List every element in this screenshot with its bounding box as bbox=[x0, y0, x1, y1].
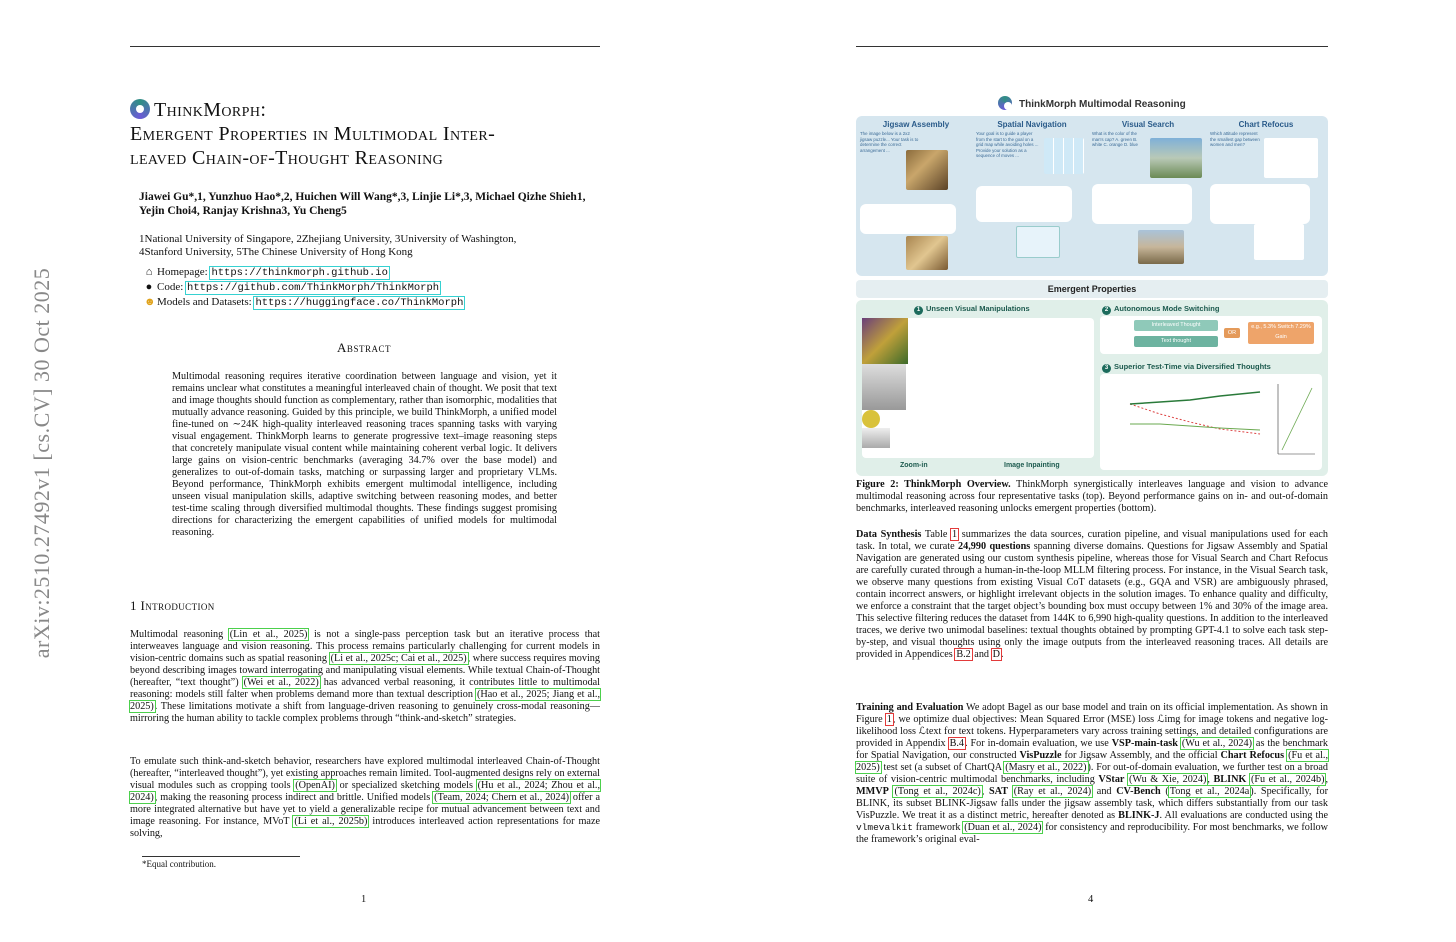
models-label: Models and Datasets: bbox=[157, 296, 252, 308]
figure-title bbox=[856, 96, 1328, 114]
grid-path-image bbox=[1016, 226, 1060, 258]
abstract-text: Multimodal reasoning requires iterative coordination between language and vision, yet it remains unclear what constitutes a meaningful interleaved chain of thought. We posit that text and image thoughts should function as complementary, rather than isomorphic, modalities that mutually advance reasoning. Guided by this principle, we build ThinkMorph, a unified model fine-tuned on ∼24K high-quality interleaved reasoning traces spanning tasks with varying visual engagement. ThinkMorph learns to generate progressive text–image reasoning steps that concretely manipulate visual content while maintaining coherent verbal logic. It delivers large gains on vision-centric benchmarks (averaging 34.7% over the base model) and generalizes to out-of-domain tasks, matching or surpassing larger and proprietary VLMs. Beyond performance, ThinkMorph exhibits emergent multimodal intelligence, including unseen visual manipulation skills, adaptive switching between reasoning modes, and better test-time scaling through diversified multimodal thoughts. These findings suggest promising directions for characterizing the emergent capabilities of unified models for multimodal reasoning. bbox=[172, 371, 557, 538]
top-rule bbox=[130, 46, 600, 47]
text-run: , bbox=[1325, 774, 1329, 785]
sub-heading-text: Unseen Visual Manipulations bbox=[926, 304, 1030, 313]
citation-link[interactable]: (Team, 2024; Chern et al., 2024) bbox=[434, 792, 569, 803]
data-synthesis-paragraph bbox=[856, 529, 1328, 661]
text-run: Table bbox=[921, 529, 952, 540]
citation-link[interactable]: (Li et al., 2025b) bbox=[294, 816, 368, 827]
citation-link[interactable]: (Wei et al., 2022) bbox=[243, 677, 319, 688]
figure-title-text: ThinkMorph Multimodal Reasoning bbox=[1019, 99, 1186, 110]
text-run: and bbox=[1092, 786, 1117, 797]
text-run: We adopt Bagel as our base model and train on its official implementation. As shown in Figure bbox=[856, 702, 1328, 725]
text-run: . All evaluations are conducted using the bbox=[1159, 810, 1328, 821]
title-line-1: ThinkMorph: bbox=[154, 99, 267, 121]
text-run: , bbox=[1207, 774, 1214, 785]
caption-label: Figure 2: ThinkMorph Overview. bbox=[856, 479, 1011, 490]
thinkmorph-logo-icon bbox=[130, 99, 150, 119]
zoomed-photo-image bbox=[1138, 230, 1184, 264]
bold-run: Chart Refocus bbox=[1220, 750, 1285, 761]
text-run: . These limitations motivate a shift from language-driven reasoning to genuinely cross-modal reasoning—mirroring the human ability to tackle complex problems through “think-and-sketch” strategies. bbox=[130, 701, 600, 724]
text-run: spanning diverse domains. Questions for Jigsaw Assembly and Spatial Navigation are generated using our custom synthesis pipeline, whereas those for Visual Search and Chart Refocus are carefully curated through a human-in-the-loop MLLM filtering process. For instance, in the Visual Search task, we observe many questions from existing Visual CoT datasets (e.g., GQA and VSR) are ambiguously phrased, contain incorrect answers, or highlight irrelevant objects in the solution images. To enhance quality and difficulty, we enforce a constraint that the target object’s bounding box must occupy between 1% and 30% of the image area. This selective filtering reduces the dataset from 144K to 6,990 high-quality questions. In addition to the interleaved traces, we derive two unimodal baselines: textual thoughts obtained by prompting GPT-4.1 to solve each task step-by-step, and visual thoughts using only the image outputs from the interleaved reasoning traces. All details are provided in Appendices bbox=[856, 541, 1329, 660]
huggingface-icon: ☻ bbox=[144, 296, 156, 308]
jigsaw-image bbox=[906, 150, 948, 190]
code-label: Code: bbox=[157, 281, 184, 293]
text-run: Multimodal reasoning bbox=[130, 629, 229, 640]
panel-heading: Chart Refocus bbox=[1238, 120, 1294, 129]
paragraph-heading: Training and Evaluation bbox=[856, 702, 964, 713]
affiliations bbox=[139, 233, 599, 259]
text-run: introduces interleaved action representations for maze solving, bbox=[130, 816, 600, 839]
top-rule-page-4 bbox=[856, 46, 1328, 47]
thinkmorph-logo-icon bbox=[998, 96, 1012, 110]
citation-link[interactable]: (Wu et al., 2024) bbox=[1181, 738, 1252, 749]
citation-link[interactable]: (OpenAI) bbox=[295, 780, 335, 791]
bold-run: VStar bbox=[1098, 774, 1125, 785]
bold-run: VisPuzzle bbox=[1019, 750, 1062, 761]
reasoning-bubble bbox=[860, 204, 956, 234]
street-photo-image bbox=[1150, 138, 1202, 178]
homepage-label: Homepage: bbox=[157, 266, 208, 278]
citation-link[interactable]: (Hao et al., 2025; Jiang et al., 2025) bbox=[130, 689, 600, 712]
bold-run: VSP-main-task bbox=[1111, 738, 1178, 749]
emergent-properties-heading: Emergent Properties bbox=[856, 280, 1328, 298]
citation-link[interactable]: (Fu et al., 2024b) bbox=[1250, 774, 1325, 785]
text-run: . For in-domain evaluation, we use bbox=[965, 738, 1112, 749]
sub-heading-3: 3 Superior Test-Time via Diversified Thoughts bbox=[1102, 362, 1271, 373]
author-list bbox=[139, 190, 599, 218]
text-run: ). For out-of-domain evaluation, we further test on a broad suite of vision-centric multimodal benchmarks, including bbox=[856, 762, 1328, 785]
panel-jigsaw bbox=[860, 120, 972, 272]
citation-link[interactable]: Tong et al., 2024a bbox=[1169, 786, 1250, 797]
masked-image bbox=[862, 364, 906, 410]
panel-heading: Visual Search bbox=[1121, 120, 1175, 129]
text-run: To emulate such think-and-sketch behavior, researchers have explored multimodal interleaved Chain-of-Thought (hereafter, “interleaved thought”), yet existing approaches remain limited. Tool-augmented designs rely on external visual modules such as cropping tools bbox=[130, 756, 600, 791]
scaling-chart-icon bbox=[1100, 374, 1322, 470]
sub-heading-2: 2 Autonomous Mode Switching bbox=[1102, 304, 1219, 315]
abstract-heading: Abstract bbox=[337, 340, 391, 355]
figure-ref-link[interactable]: 1 bbox=[886, 714, 892, 725]
test-time-box bbox=[1100, 374, 1322, 470]
emergent-panels bbox=[856, 300, 1328, 476]
page-number-4: 4 bbox=[1088, 894, 1094, 905]
panel-chart-refocus bbox=[1210, 120, 1322, 272]
text-run: for consistency and reproducibility. For most benchmarks, we follow the framework’s original eval- bbox=[856, 822, 1328, 845]
appendix-ref-link[interactable]: D bbox=[992, 649, 1000, 660]
text-run: or specialized sketching models bbox=[335, 780, 477, 791]
text-run: test set (a subset of ChartQA bbox=[880, 762, 1005, 773]
footnote: *Equal contribution. bbox=[142, 859, 216, 869]
authors-line-1: Jiawei Gu*,1, Yunzhuo Hao*,2, Huichen Will Wang*,3, Linjie Li*,3, Michael Qizhe Shieh1, bbox=[139, 191, 586, 203]
bold-run: CV-Bench bbox=[1116, 786, 1161, 797]
panel-prompt: Your goal is to guide a player from the start to the goal on a grid map while avoiding holes ... Provide your solution as a sequence of moves ... bbox=[976, 131, 1039, 158]
citation-link[interactable]: (Ray et al., 2024) bbox=[1013, 786, 1092, 797]
code-run: vlmevalkit bbox=[856, 822, 914, 833]
appendix-ref-link[interactable]: B.4 bbox=[949, 738, 965, 749]
paragraph-heading: Data Synthesis bbox=[856, 529, 922, 540]
table-ref-link[interactable]: 1 bbox=[952, 529, 958, 540]
resource-links bbox=[144, 265, 464, 310]
label-zoom-in: Zoom-in bbox=[900, 462, 928, 469]
panel-prompt: What is the color of the man's cap? A. green B. white C. orange D. blue bbox=[1092, 131, 1138, 147]
caption-text: ThinkMorph synergistically interleaves language and vision to advance multimodal reasoning across four representative tasks (top). Beyond performance gains on in- and out-of-domain benchmarks, interleaved reasoning unlocks emergent properties (bottom). bbox=[856, 479, 1328, 514]
citation-link[interactable]: (Hu et al., 2024; Zhou et al., 2024) bbox=[130, 780, 600, 803]
text-run: , bbox=[981, 786, 989, 797]
solved-jigsaw-image bbox=[906, 236, 948, 270]
panel-prompt: Which attitude represent the smallest gap between women and men? bbox=[1210, 131, 1260, 147]
bold-run: BLINK-J bbox=[1118, 810, 1160, 821]
inpainted-image bbox=[862, 428, 890, 448]
text-run: for Jigsaw Assembly, and the official bbox=[1061, 750, 1221, 761]
citation-link[interactable]: (Fu et al., 2025) bbox=[856, 750, 1329, 773]
text-run: . Specifically, for BLINK, its subset BLINK-Jigsaw falls under the jigsaw assembly task, which differs substantially from our task VisPuzzle. We treat it as a distinct metric, hereafter denoted as bbox=[856, 786, 1329, 821]
arxiv-stamp: arXiv:2510.27492v1 [cs.CV] 30 Oct 2025 bbox=[29, 267, 54, 659]
text-run: , we optimize dual objectives: Mean Squared Error (MSE) loss ℒimg for image tokens and negative log-likelihood loss ℒtext for text tokens. Hyperparameters vary across training settings, and detailed configurations are provided in Appendix bbox=[856, 714, 1328, 749]
panel-heading: Jigsaw Assembly bbox=[882, 120, 950, 129]
section-heading-introduction: 1 Introduction bbox=[130, 598, 215, 613]
citation-link[interactable]: (Wu & Xie, 2024) bbox=[1129, 774, 1207, 785]
affil-line-1: 1National University of Singapore, 2Zhejiang University, 3University of Washington, bbox=[139, 233, 517, 245]
text-run: , where success requires moving beyond describing images toward interrogating and manipulating visual elements. While textual Chain-of-Thought (hereafter, “text thought”) bbox=[130, 653, 600, 688]
page-number: 1 bbox=[361, 894, 367, 905]
intro-paragraph-1 bbox=[130, 629, 600, 725]
bold-run: SAT bbox=[989, 786, 1009, 797]
citation-link[interactable]: (Masry et al., 2022) bbox=[1005, 762, 1087, 773]
footnote-rule bbox=[142, 856, 300, 857]
text-run: is not a single-pass perception task but an iterative process that interweaves language and vision reasoning. This process remains particularly challenging for current models in vision-centric domains such as spatial reasoning bbox=[130, 629, 600, 664]
sub-heading-1: 1 Unseen Visual Manipulations bbox=[914, 304, 1030, 315]
task-panels bbox=[856, 116, 1328, 276]
bold-run: BLINK bbox=[1213, 774, 1247, 785]
appendix-ref-link[interactable]: B.2 bbox=[956, 649, 971, 660]
citation-link[interactable]: (Lin et al., 2025) bbox=[229, 629, 308, 640]
sub-heading-text: Superior Test-Time via Diversified Thoughts bbox=[1114, 362, 1271, 371]
label-image-inpainting: Image Inpainting bbox=[1004, 462, 1060, 469]
panel-prompt: The image below is a 2x2 jigsaw puzzle... Your task is to determine the correct arrangement ... bbox=[860, 131, 919, 153]
text-run: . bbox=[1000, 649, 1004, 660]
home-icon: ⌂ bbox=[145, 266, 153, 278]
vegetables-image bbox=[862, 318, 908, 364]
mode-or: OR bbox=[1224, 328, 1240, 338]
citation-link[interactable]: (Tong et al., 2024c) bbox=[894, 786, 981, 797]
homepage-link[interactable]: https://thinkmorph.github.io bbox=[211, 267, 388, 279]
text-run: and bbox=[971, 649, 992, 660]
authors-line-2: Yejin Choi4, Ranjay Krishna3, Yu Cheng5 bbox=[139, 205, 347, 217]
bar-chart-image bbox=[1264, 138, 1318, 178]
paper-title bbox=[130, 98, 600, 170]
training-evaluation-paragraph: Training and Evaluation We adopt Bagel as our base model and train on its official implementation. As shown in Figure 1, we optimize dual objectives: Mean Squared Error (MSE) loss ℒimg for image tokens and negative log-likelihood loss ℒtext for text tokens. Hyperparameters vary across training settings, and detailed configurations are provided in Appendix B.4. For in-domain evaluation, we use VSP-main-task (Wu et al., 2024) as the benchmark for Spatial Navigation, our constructed VisPuzzle for Jigsaw Assembly, and the official Chart Refocus (Fu et al., 2025) test set (a subset of ChartQA (Masry et al., 2022)). For out-of-domain evaluation, we further test on a broad suite of vision-centric multimodal benchmarks, including VStar (Wu & Xie, 2024), BLINK (Fu et al., 2024b), MMVP (Tong et al., 2024c), SAT (Ray et al., 2024) and CV-Bench (Tong et al., 2024a). Specifically, for BLINK, its subset BLINK-Jigsaw falls under the jigsaw assembly task, which differs substantially from our task VisPuzzle. We treat it as a distinct metric, hereafter denoted as BLINK-J. All evaluations are conducted using the vlmevalkit framework (Duan et al., 2024) for consistency and reproducibility. For most benchmarks, we follow the framework’s original eval- bbox=[856, 702, 1329, 845]
mode-switching-box bbox=[1100, 316, 1322, 354]
panel-navigation bbox=[976, 120, 1088, 272]
figure-caption bbox=[856, 479, 1328, 515]
text-run: as the benchmark for Spatial Navigation, our constructed bbox=[856, 738, 1329, 761]
sub-heading-text: Autonomous Mode Switching bbox=[1114, 304, 1220, 313]
text-run: framework bbox=[913, 822, 964, 833]
text-run: offer a more integrated alternative but have yet to yield a generalizable recipe for mutual advancement between text and image reasoning. For instance, MVoT bbox=[130, 792, 600, 827]
bold-run: 24,990 questions bbox=[958, 541, 1031, 552]
panel-visual-search bbox=[1092, 120, 1204, 272]
mode-text: Text thought bbox=[1134, 336, 1218, 347]
bold-run: MMVP bbox=[856, 786, 889, 797]
code-link[interactable]: https://github.com/ThinkMorph/ThinkMorph bbox=[187, 282, 440, 294]
models-link[interactable]: https://huggingface.co/ThinkMorph bbox=[255, 297, 464, 309]
reasoning-bubble bbox=[976, 186, 1072, 222]
intro-paragraph-2 bbox=[130, 756, 600, 840]
text-run: summarizes the data sources, curation pipeline, and visual manipulations used for each task. In total, we curate bbox=[856, 529, 1329, 552]
manipulation-examples bbox=[862, 318, 1094, 458]
refocused-chart-image bbox=[1254, 224, 1304, 260]
mode-interleaved: Interleaved Thought bbox=[1134, 320, 1218, 331]
reasoning-bubble bbox=[1210, 184, 1310, 224]
title-line-3: leaved Chain-of-Thought Reasoning bbox=[130, 147, 444, 169]
text-run: has advanced verbal reasoning, it contributes little to multimodal reasoning: models still falter when problems demand more than textual description bbox=[130, 677, 601, 700]
mode-gain: e.g., 5.3% Switch 7.29% Gain bbox=[1248, 322, 1314, 344]
figure-2 bbox=[856, 96, 1328, 476]
zoomed-pepper-image bbox=[862, 410, 880, 428]
text-run: , making the reasoning process indirect and brittle. Unified models bbox=[154, 792, 434, 803]
reasoning-bubble bbox=[1092, 184, 1192, 224]
github-icon: ● bbox=[145, 281, 153, 293]
citation-link[interactable]: (Duan et al., 2024) bbox=[964, 822, 1042, 833]
panel-heading: Spatial Navigation bbox=[997, 120, 1067, 129]
grid-map-image bbox=[1044, 138, 1084, 174]
citation-link[interactable]: (Li et al., 2025c; Cai et al., 2025) bbox=[330, 653, 467, 664]
title-line-2: Emergent Properties in Multimodal Inter- bbox=[130, 123, 496, 145]
affil-line-2: 4Stanford University, 5The Chinese University of Hong Kong bbox=[139, 246, 413, 258]
